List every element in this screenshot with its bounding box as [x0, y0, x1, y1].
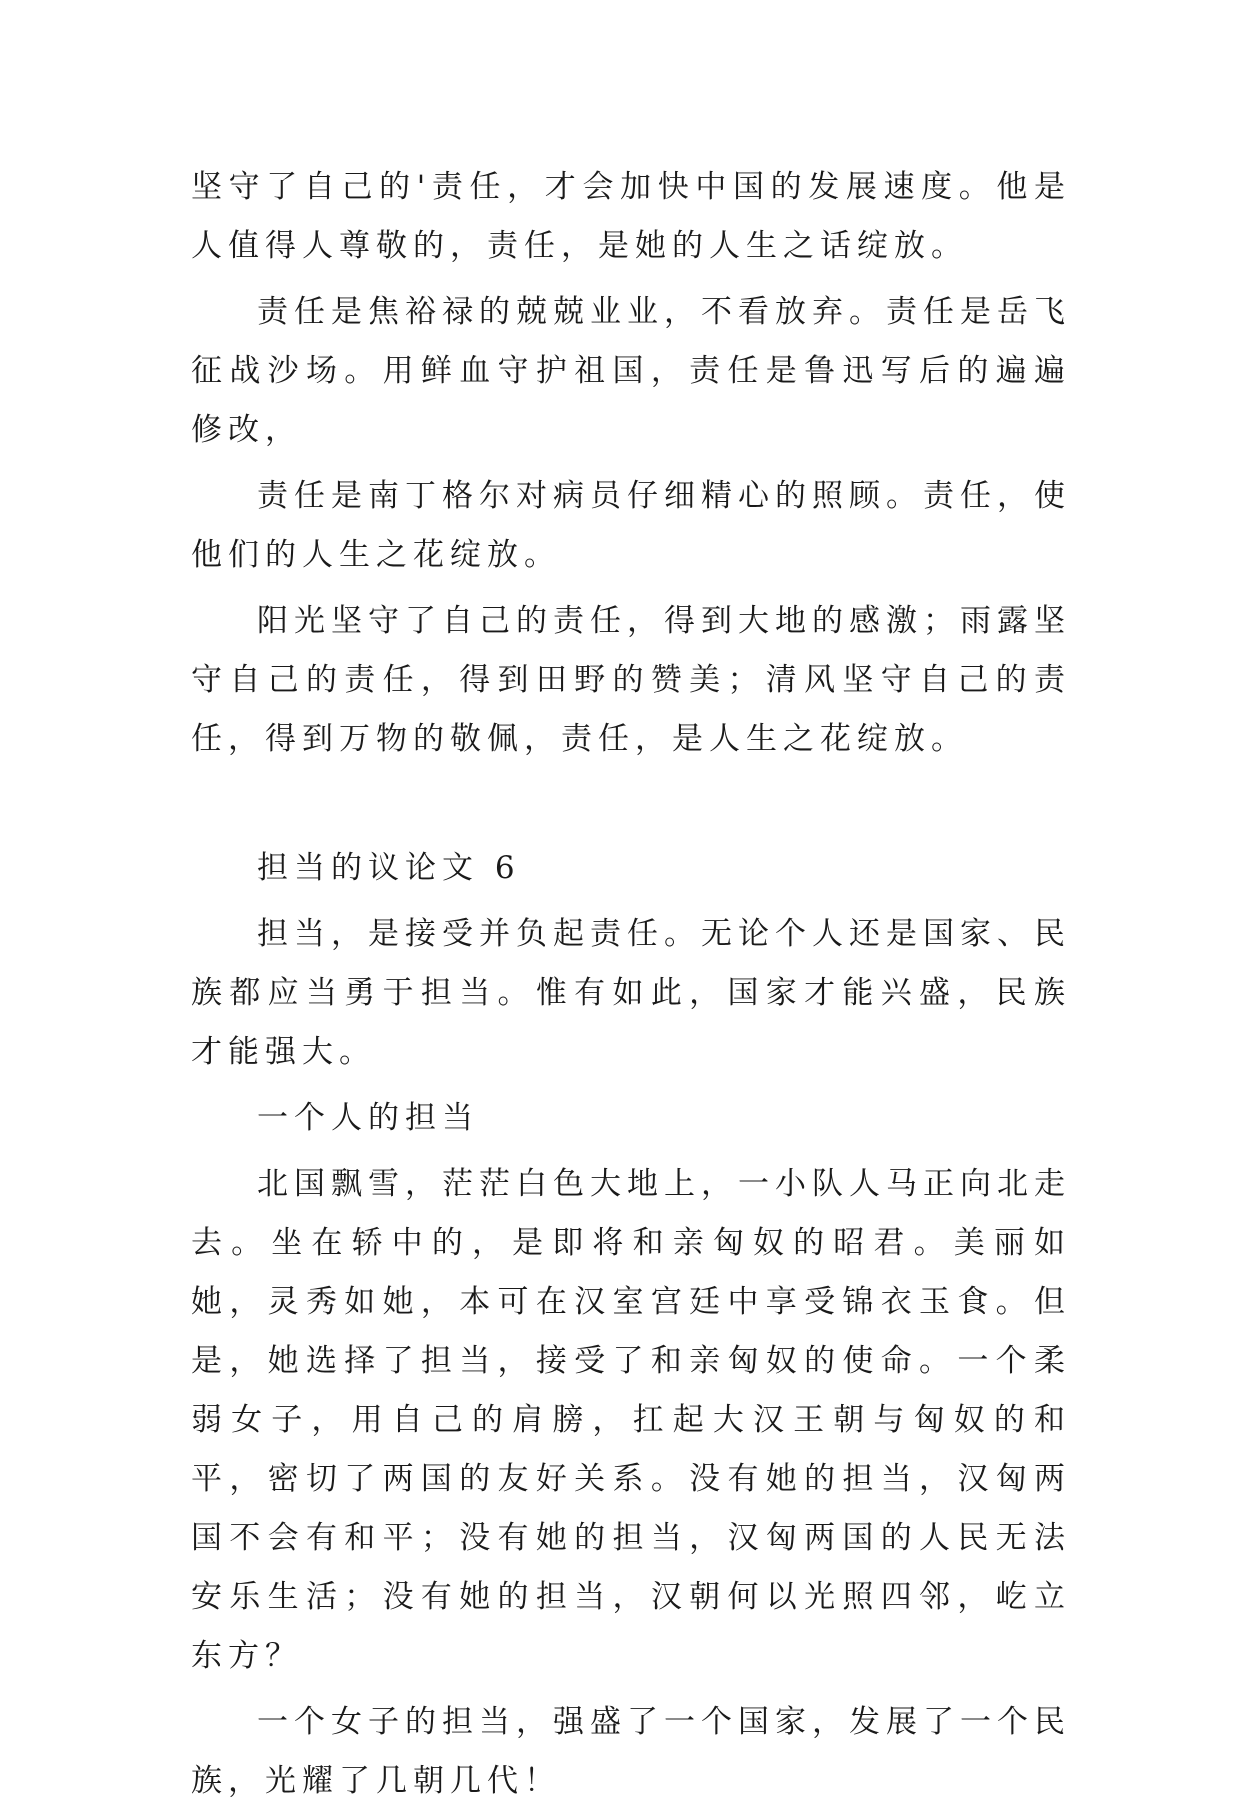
paragraph-definition: 担当，是接受并负起责任。无论个人还是国家、民族都应当勇于担当。惟有如此，国家才能兴盛，民族才能强大。 [191, 916, 1071, 1070]
paragraph-continuation: 坚守了自己的'责任，才会加快中国的发展速度。他是人值得人尊敬的，责任，是她的人生之话绽放。 [191, 169, 1071, 264]
paragraph-responsibility-examples: 责任是焦裕禄的兢兢业业，不看放弃。责任是岳飞征战沙场。用鲜血守护祖国，责任是鲁迅写后的遍遍修改， [191, 294, 1071, 448]
paragraph-sunlight: 阳光坚守了自己的责任，得到大地的感激；雨露坚守自己的责任，得到田野的赞美；清风坚守自己的责任，得到万物的敬佩，责任，是人生之花绽放。 [191, 603, 1071, 757]
paragraph-zhaojun: 北国飘雪，茫茫白色大地上，一小队人马正向北走去。坐在轿中的，是即将和亲匈奴的昭君。美丽如她，灵秀如她，本可在汉室宫廷中享受锦衣玉食。但是，她选择了担当，接受了和亲匈奴的使命。一个柔弱女子，用自己的肩膀，扛起大汉王朝与匈奴的和平，密切了两国的友好关系。没有她的担当，汉匈两国不会有和平；没有她的担当，汉匈两国的人民无法安乐生活；没有她的担当，汉朝何以光照四邻，屹立东方？ [191, 1166, 1071, 1674]
paragraph-nightingale: 责任是南丁格尔对病员仔细精心的照顾。责任，使他们的人生之花绽放。 [191, 478, 1071, 573]
paragraph-conclusion: 一个女子的担当，强盛了一个国家，发展了一个民族，光耀了几朝几代！ [191, 1704, 1071, 1799]
section-title: 担当的议论文 6 [257, 850, 521, 886]
subheading-personal-responsibility: 一个人的担当 [257, 1100, 479, 1136]
document-body [191, 158, 1071, 1818]
